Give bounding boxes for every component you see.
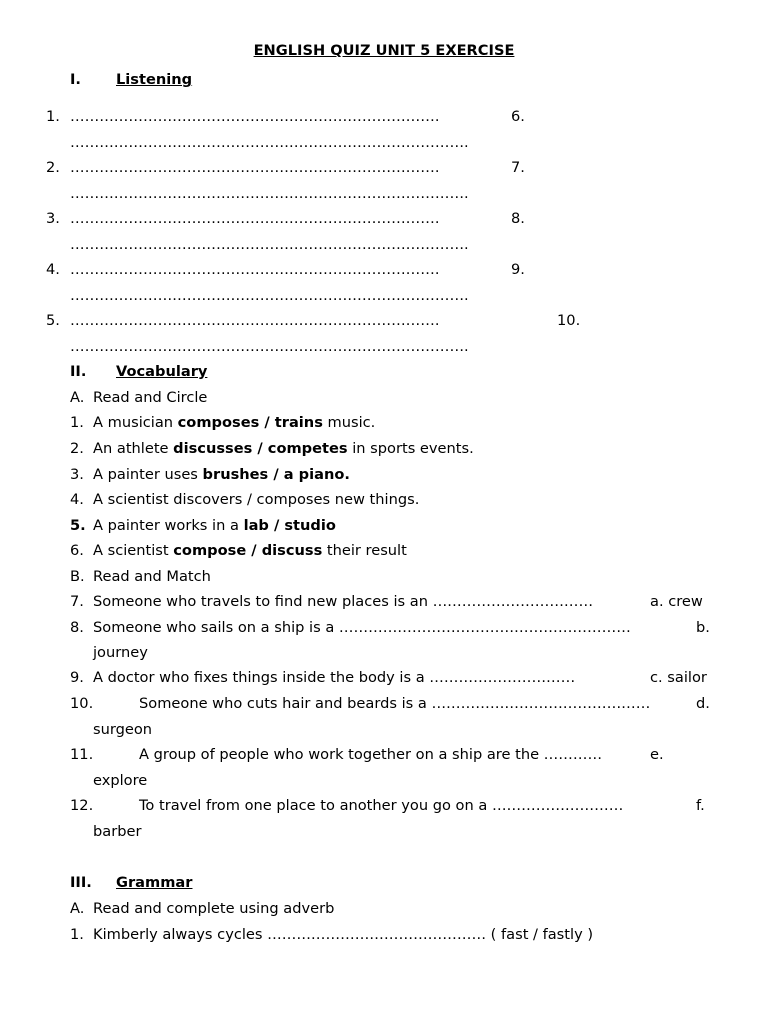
- listening-answer-line-1: ………………………………………………………………….: [70, 108, 440, 125]
- listening-answer-line-7: ……………………………………………………………………….: [70, 185, 469, 202]
- match-item-num-12: 12.: [70, 797, 94, 814]
- match-item-11-text: A group of people who work together on a ship are the …………: [139, 746, 603, 763]
- vocab-item-num-6: 6.: [70, 542, 84, 559]
- listening-answer-line-3: ………………………………………………………………….: [70, 210, 440, 227]
- vocab-item-num-2: 2.: [70, 440, 84, 457]
- vocab-item-num-3: 3.: [70, 466, 84, 483]
- vocab-item-num-4: 4.: [70, 491, 84, 508]
- vocab-part-a-instruction: Read and Circle: [93, 389, 208, 406]
- listening-answer-line-10: ……………………………………………………………………….: [70, 338, 469, 355]
- match-item-num-11: 11.: [70, 746, 94, 763]
- listening-answer-line-9: ……………………………………………………………………….: [70, 287, 469, 304]
- match-item-num-8: 8.: [70, 619, 84, 636]
- grammar-part-a-letter: A.: [70, 900, 85, 917]
- grammar-part-a-instruction: Read and complete using adverb: [93, 900, 335, 917]
- match-item-12-text: To travel from one place to another you go on a ………………………: [139, 797, 624, 814]
- vocab-item-4: [93, 491, 419, 509]
- match-option-a: a. crew: [650, 593, 703, 610]
- match-option-d-word: surgeon: [93, 721, 153, 738]
- listening-num-7: 7.: [511, 159, 525, 176]
- match-option-b-word: journey: [93, 644, 148, 661]
- grammar-item-1-text: Kimberly always cycles ……………………………………… ( fast / fastly ): [93, 926, 594, 943]
- vocab-item-text: A painter uses: [93, 466, 203, 483]
- match-option-d: d.: [696, 695, 710, 712]
- listening-num-2: 2.: [46, 159, 60, 176]
- listening-answer-line-5: ………………………………………………………………….: [70, 312, 440, 329]
- listening-answer-line-2: ………………………………………………………………….: [70, 159, 440, 176]
- listening-num-5: 5.: [46, 312, 60, 329]
- vocab-item-2: [93, 440, 474, 458]
- match-option-f: f.: [696, 797, 705, 814]
- vocab-item-text: A painter works in a: [93, 517, 244, 534]
- match-item-num-9: 9.: [70, 669, 84, 686]
- vocab-item-text: An athlete: [93, 440, 174, 457]
- vocab-item-choices: compose / discuss: [173, 542, 323, 559]
- listening-num-4: 4.: [46, 261, 60, 278]
- listening-num-10: 10.: [557, 312, 581, 329]
- vocab-part-b-letter: B.: [70, 568, 85, 585]
- match-item-7-text: Someone who travels to find new places is an ……………………………: [93, 593, 594, 610]
- vocab-part-a-letter: A.: [70, 389, 85, 406]
- match-option-e: e.: [650, 746, 664, 763]
- vocab-item-text: in sports events.: [347, 440, 474, 457]
- section-heading-vocabulary: Vocabulary: [116, 363, 208, 380]
- match-option-e-word: explore: [93, 772, 148, 789]
- listening-num-6: 6.: [511, 108, 525, 125]
- match-item-num-7: 7.: [70, 593, 84, 610]
- vocab-item-choices: discusses / competes: [173, 440, 348, 457]
- listening-answer-line-4: ………………………………………………………………….: [70, 261, 440, 278]
- page-title: ENGLISH QUIZ UNIT 5 EXERCISE: [253, 42, 515, 59]
- match-item-10-text: Someone who cuts hair and beards is a ………………………………………: [139, 695, 651, 712]
- match-option-b: b.: [696, 619, 710, 636]
- section-number-vocabulary: II.: [70, 363, 87, 380]
- vocab-item-choices: lab / studio: [243, 517, 336, 534]
- vocab-item-num-5: 5.: [70, 517, 86, 534]
- vocab-part-b-instruction: Read and Match: [93, 568, 211, 585]
- grammar-item-num-1: 1.: [70, 926, 84, 943]
- vocab-item-text: music.: [322, 414, 376, 431]
- match-item-num-10: 10.: [70, 695, 94, 712]
- vocab-item-text: A musician: [93, 414, 178, 431]
- listening-num-3: 3.: [46, 210, 60, 227]
- vocab-item-6: [93, 542, 407, 560]
- vocab-item-3: [93, 466, 350, 484]
- match-option-f-word: barber: [93, 823, 142, 840]
- match-option-c: c. sailor: [650, 669, 707, 686]
- vocab-item-choices: brushes / a piano.: [202, 466, 350, 483]
- match-item-8-text: Someone who sails on a ship is a ……………………………………………………: [93, 619, 631, 636]
- vocab-item-choices: composes / trains: [177, 414, 323, 431]
- listening-num-9: 9.: [511, 261, 525, 278]
- vocab-item-num-1: 1.: [70, 414, 84, 431]
- listening-answer-line-6: ……………………………………………………………………….: [70, 134, 469, 151]
- vocab-item-text: their result: [322, 542, 407, 559]
- vocab-item-text: A scientist: [93, 542, 174, 559]
- section-heading-listening: Listening: [116, 71, 193, 88]
- match-item-9-text: A doctor who fixes things inside the body is a …………………………: [93, 669, 576, 686]
- vocab-item-5: [93, 517, 336, 535]
- listening-answer-line-8: ……………………………………………………………………….: [70, 236, 469, 253]
- section-number-listening: I.: [70, 71, 81, 88]
- section-number-grammar: III.: [70, 874, 92, 891]
- section-heading-grammar: Grammar: [116, 874, 193, 891]
- vocab-item-text: A scientist discovers / composes new things.: [93, 491, 420, 508]
- vocab-item-1: [93, 414, 375, 432]
- listening-num-8: 8.: [511, 210, 525, 227]
- listening-num-1: 1.: [46, 108, 60, 125]
